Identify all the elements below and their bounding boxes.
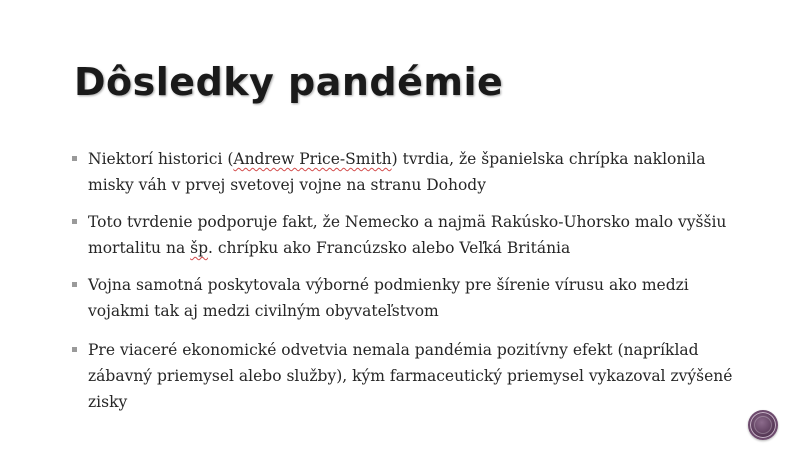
bullet-text <box>88 341 732 411</box>
bullet-list <box>72 146 752 426</box>
bullet-text-segment: Vojna samotná poskytovala výborné podmienky pre šírenie vírusu ako medzi vojakmi tak aj medzi civilným obyvateľstvom <box>88 276 689 320</box>
circle-navigation-icon <box>754 416 772 434</box>
bullet-square-icon <box>72 219 77 224</box>
bullet-text <box>88 276 689 320</box>
bullet-square-icon <box>72 347 77 352</box>
bullet-item <box>72 272 752 324</box>
bullet-text <box>88 150 706 194</box>
bullet-text-segment: Toto tvrdenie podporuje fakt, že Nemecko a najmä Rakúsko-Uhorsko malo vyššiu mortalitu na <box>88 213 727 257</box>
misspelled-word: šp <box>190 239 209 257</box>
bullet-text-segment: Niektorí historici ( <box>88 150 234 168</box>
misspelled-word: Andrew Price-Smith <box>233 150 392 168</box>
bullet-item <box>72 209 752 261</box>
slide-nav-button[interactable] <box>748 410 778 440</box>
bullet-text-segment: . chrípku ako Francúzsko alebo Veľká Británia <box>208 239 571 257</box>
bullet-square-icon <box>72 156 77 161</box>
bullet-item <box>72 146 752 198</box>
bullet-text <box>88 213 726 257</box>
slide-title: Dôsledky pandémie <box>74 60 504 104</box>
bullet-square-icon <box>72 282 77 287</box>
bullet-text-segment: Pre viaceré ekonomické odvetvia nemala pandémia pozitívny efekt (napríklad zábavný priemysel alebo služby), kým farmaceutický priemysel vykazoval zvýšené zisky <box>88 341 733 411</box>
bullet-item <box>72 337 752 415</box>
bullet-text-segment: ) tvrdia, že španielska chrípka naklonila misky váh v prvej svetovej vojne na stranu Dohody <box>88 150 706 194</box>
